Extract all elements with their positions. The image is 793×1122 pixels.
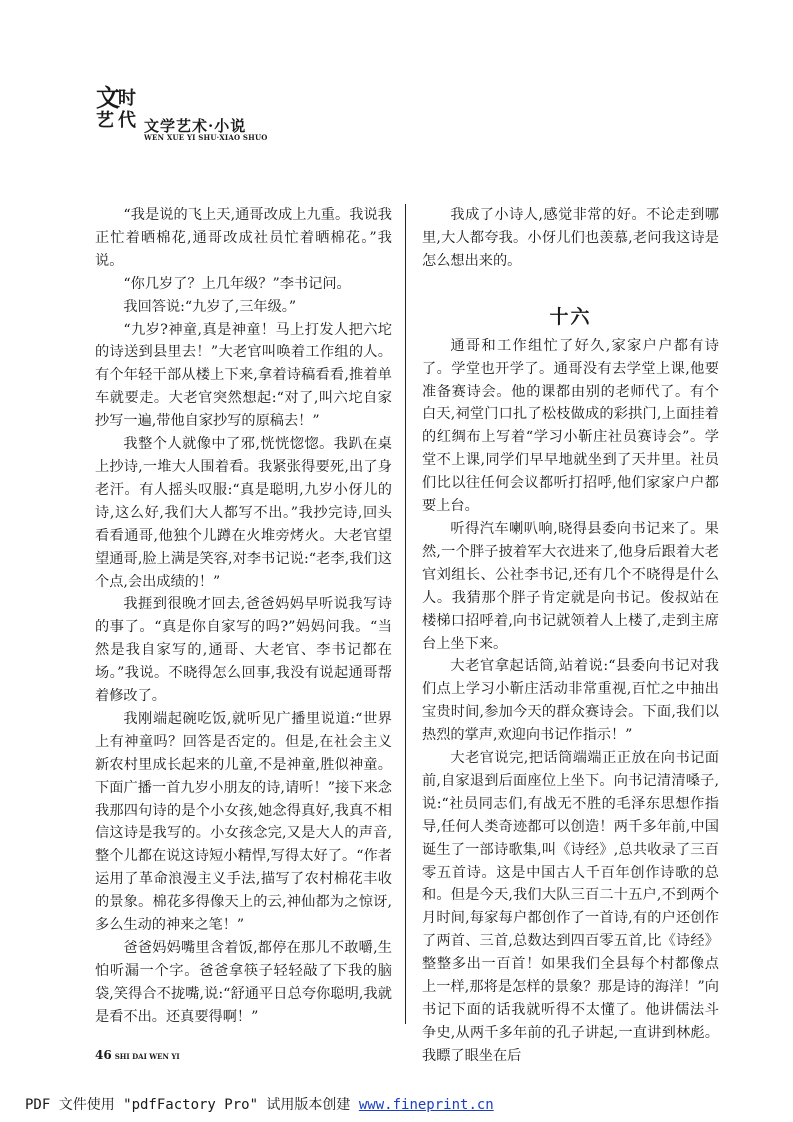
page-footer — [95, 1048, 180, 1062]
right-column — [422, 204, 719, 1068]
footer-publication: SHI DAI WEN YI — [114, 1052, 180, 1061]
paragraph: 大老官说完,把话筒端端正正放在向书记面前,自家退到后面座位上坐下。向书记清清嗓子,说:“社员同志们,有战无不胜的毛泽东思想作指导,任何人类奇迹都可以创造！两千多年前,中国诞生了一部诗歌集,叫《诗经》,总共收录了三百零五首诗。这是中国古人千百年创作诗歌的总和。但是今天,我们大队三百二十五户,不到两个月时间,每家每户都创作了一首诗,有的户还创作了两首、三首,总数达到四百零五首,比《诗经》整整多出一百首！如果我们全县每个村都像点上一样,那将是怎样的景象？那是诗的海洋！”向书记下面的话我就听得不太懂了。他讲儒法斗争史,从两千多年前的孔子讲起,一直讲到林彪。我瞟了眼坐在后 — [422, 750, 719, 1064]
logo-char: 时 — [118, 88, 136, 109]
paragraph: 爸爸妈妈嘴里含着饭,都停在那儿不敢嚼,生怕听漏一个字。爸爸拿筷子轻轻敲了下我的脑袋,笑得合不拢嘴,说:“舒通平日总夸你聪明,我就是看不出。还真要得啊！” — [95, 940, 392, 1025]
paragraph: 我捱到很晚才回去,爸爸妈妈早听说我写诗的事了。“真是你自家写的吗?”妈妈问我。“当然是我自家写的,通哥、大老官、李书记都在场。”我说。不晓得怎么回事,我没有说起通哥帮着修改了。 — [95, 596, 392, 705]
pdf-notice-text: PDF 文件使用 "pdfFactory Pro" 试用版本创建 — [25, 1097, 359, 1113]
fineprint-link[interactable]: www.fineprint.cn — [358, 1097, 494, 1113]
paragraph: 我刚端起碗吃饭,就听见广播里说道:“世界上有神童吗？回答是否定的。但是,在社会主义新农村里成长起来的儿童,不是神童,胜似神童。下面广播一首九岁小朋友的诗,请听！”接下来念我那四句诗的是个小女孩,她念得真好,我真不相信这诗是我写的。小女孩念完,又是大人的声音,整个儿都在说这诗短小精悍,写得太好了。“作者运用了革命浪漫主义手法,描写了农村棉花丰收的景象。棉花多得像天上的云,神仙都为之惊讶,多么生动的神来之笔！” — [95, 710, 392, 934]
paragraph: “我是说的飞上天,通哥改成上九重。我说我正忙着晒棉花,通哥改成社员忙着晒棉花。”我说。 — [95, 207, 392, 269]
section-header-subtitle: WEN XUE YI SHU·XIAO SHUO — [144, 133, 268, 142]
left-column — [95, 204, 392, 1029]
paragraph: 大老官拿起话筒,站着说:“县委向书记对我们点上学习小靳庄活动非常重视,百忙之中抽出宝贵时间,参加今天的群众赛诗会。下面,我们以热烈的掌声,欢迎向书记作指示！” — [422, 658, 719, 744]
paragraph: 我回答说:“九岁了,三年级。” — [123, 298, 297, 315]
pdf-watermark-notice — [25, 1094, 494, 1114]
logo-char: 艺 — [96, 110, 114, 131]
logo-char: 代 — [118, 110, 136, 131]
paragraph: “九岁?神童,真是神童！马上打发人把六坨的诗送到县里去！”大老官叫唤着工作组的人。有个年轻干部从楼上下来,拿着诗稿看看,推着单车就要走。大老官突然想起:“对了,叫六坨自家抄写一遍,带他自家抄写的原稿去！” — [95, 321, 392, 430]
paragraph: 听得汽车喇叭响,晓得县委向书记来了。果然,一个胖子披着军大衣进来了,他身后跟着大老官刘组长、公社李书记,还有几个不晓得是什么人。我猜那个胖子肯定就是向书记。俊叔站在楼梯口招呼着,向书记就领着人上楼了,走到主席台上坐下来。 — [422, 520, 719, 652]
logo-char: 文 — [96, 83, 120, 112]
magazine-logo — [96, 83, 142, 140]
column-divider — [405, 204, 406, 1024]
page-number: 46 — [95, 1048, 112, 1062]
paragraph: 通哥和工作组忙了好久,家家户户都有诗了。学堂也开学了。通哥没有去学堂上课,他要准备赛诗会。他的课都由别的老师代了。有个白天,祠堂门口扎了松枝做成的彩拱门,上面挂着的红绸布上写着“学习小靳庄社员赛诗会”。学堂不上课,同学们早早地就坐到了天井里。社员们比以往任何会议都听打招呼,他们家家户户都要上台。 — [422, 337, 719, 515]
paragraph: 我成了小诗人,感觉非常的好。不论走到哪里,大人都夸我。小伢儿们也羡慕,老问我这诗是怎么想出来的。 — [422, 207, 719, 269]
paragraph: 我整个人就像中了邪,恍恍惚惚。我趴在桌上抄诗,一堆大人围着看。我紧张得要死,出了身老汗。有人摇头叹服:“真是聪明,九岁小伢儿的诗,这么好,我们大人都写不出。”我抄完诗,回头看看通哥,他独个儿蹲在火堆旁烤火。大老官望望通哥,脸上满是笑容,对李书记说:“老李,我们这个点,会出成绩的！” — [95, 436, 392, 590]
chapter-heading: 十六 — [549, 305, 592, 328]
section-header-title: 文学艺术·小说 — [144, 117, 247, 135]
paragraph: “你几岁了？上几年级？”李书记问。 — [123, 275, 351, 292]
